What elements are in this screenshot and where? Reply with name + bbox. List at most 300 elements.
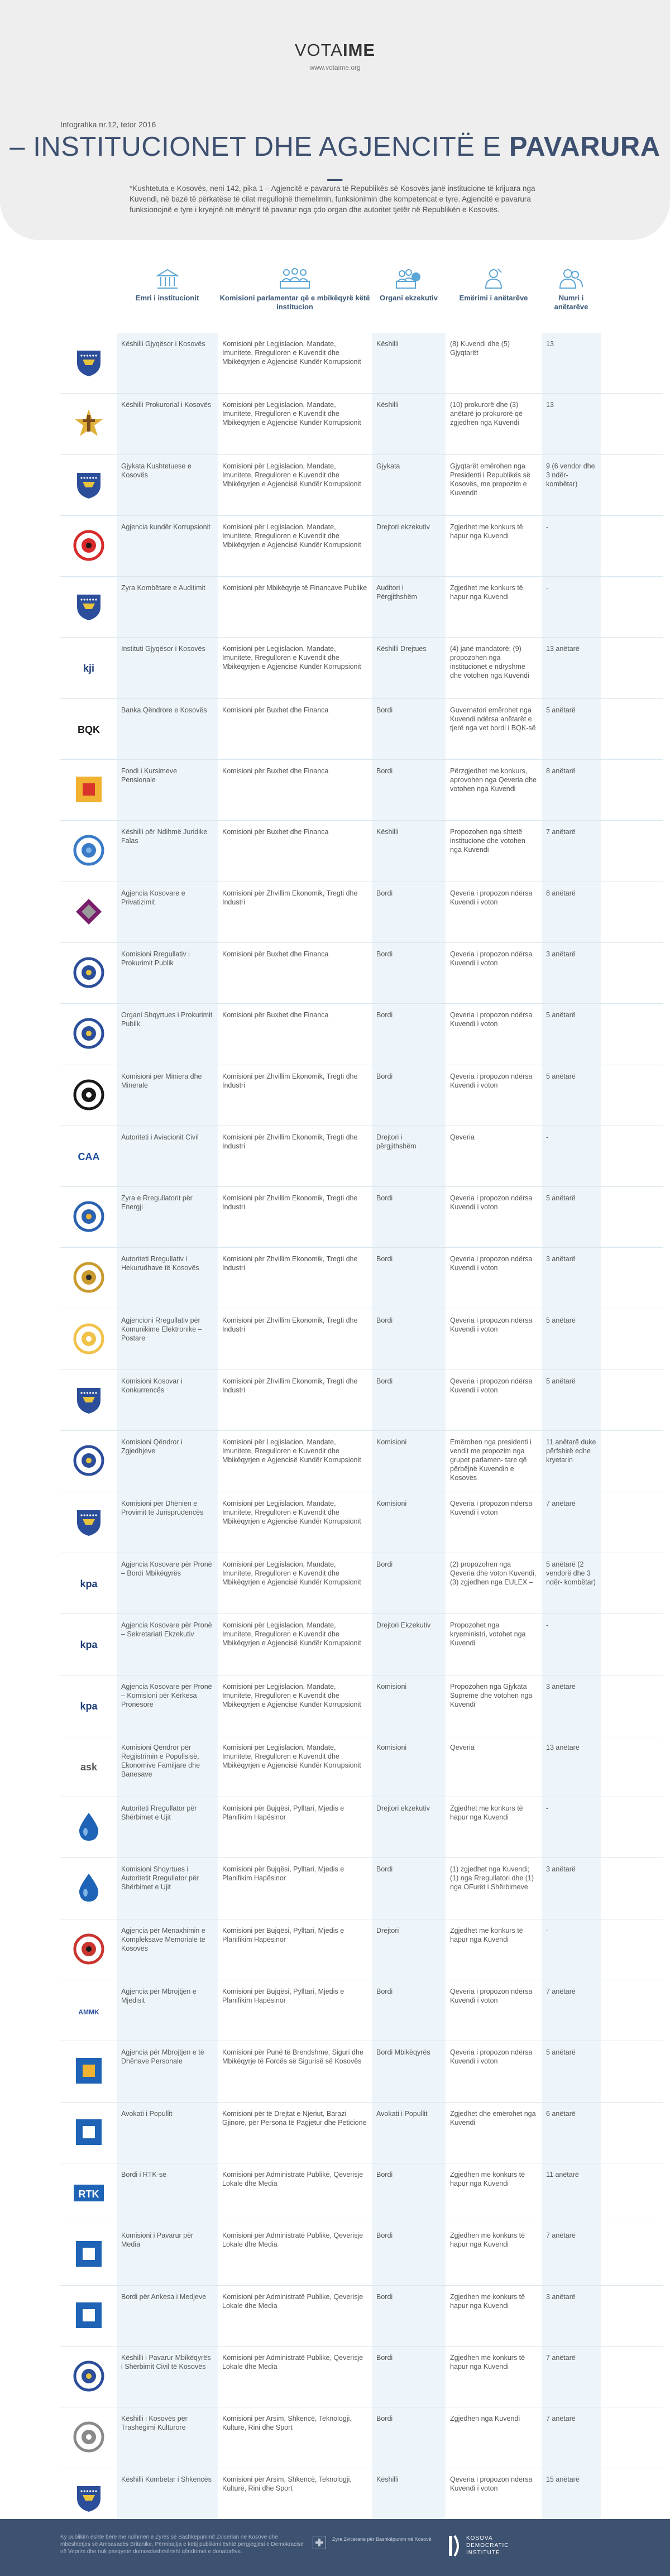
logo-cell bbox=[60, 638, 117, 698]
logo-cell bbox=[60, 2163, 117, 2224]
institution-logo-icon bbox=[73, 773, 105, 806]
institution-name-cell: Këshilli i Kosovës për Trashëgimi Kulturore bbox=[117, 2407, 218, 2468]
member-count-cell: 3 anëtarë bbox=[542, 1858, 601, 1918]
table-row bbox=[60, 1919, 663, 1980]
appointment-cell: Gjyqtarët emërohen nga Presidenti i Republikës së Kosovës, me propozim e Kuvendit bbox=[450, 462, 530, 497]
member-count-cell: 13 bbox=[542, 394, 601, 454]
logo-cell bbox=[60, 1126, 117, 1186]
site-logo[interactable]: VOTAIME bbox=[294, 40, 376, 60]
logo-cell bbox=[60, 1187, 117, 1247]
institution-name-cell: Komisioni i Pavarur për Media bbox=[117, 2224, 218, 2285]
appointment-cell: Qeveria bbox=[450, 1743, 475, 1751]
committee-cell: Komisioni për Arsim, Shkencë, Teknologji, Kulturë, Rini dhe Sport bbox=[222, 2415, 352, 2432]
institution-logo-icon bbox=[73, 712, 105, 745]
committee-cell: Komisioni për Legjislacion, Mandate, Imunitete, Rregulloren e Kuvendit dhe Mbikëqyrjen e Agjencisë Kundër Korrupsionit bbox=[222, 1499, 361, 1525]
table-row bbox=[60, 1248, 663, 1309]
intro-text: *Kushtetuta e Kosovës, neni 142, pika 1 – Agjencitë e pavarura të Republikës së Kosovës janë institucione të krijuara nga Kuvendi, në bazë të përkatëse të cilat rregullojnë themelimin, funksionimin dhe kompetencat e tyre. Agjencitë e pavarura funksionojnë e tyre i kryejnë në mënyrë të pavarur nga çdo organ dhe autoritet tjetër në Republikën e Kosovës. bbox=[130, 184, 535, 214]
institution-logo-icon bbox=[73, 1689, 105, 1721]
institution-name-cell: Këshilli Prokurorial i Kosovës bbox=[117, 394, 218, 454]
executive-cell: Bordi bbox=[372, 1187, 446, 1247]
executive-cell: Drejtori ekzekutiv bbox=[372, 516, 446, 576]
table-row bbox=[60, 1858, 663, 1919]
appointment-cell: Përzgjedhet me konkurs, aprovohen nga Qeveria dhe votohen nga Kuvendi bbox=[450, 767, 537, 793]
logo-cell bbox=[60, 1370, 117, 1430]
member-count-cell: - bbox=[542, 516, 601, 576]
committee-cell: Komisioni për Buxhet dhe Financa bbox=[222, 767, 329, 775]
table-row bbox=[60, 943, 663, 1004]
committee-cell: Komisioni për Bujqësi, Pylltari, Mjedis e Planifikim Hapësinor bbox=[222, 1926, 344, 1943]
committee-cell: Komisioni për Mbikëqyrje të Financave Publike bbox=[222, 584, 367, 592]
institution-logo-icon bbox=[73, 1444, 105, 1477]
institution-name-cell: Agjencia Kosovare për Pronë – Bordi Mbikëqyrës bbox=[117, 1553, 218, 1613]
member-count-cell: - bbox=[542, 1797, 601, 1857]
logo-cell bbox=[60, 1004, 117, 1064]
table-row bbox=[60, 760, 663, 821]
member-count-cell: 3 anëtarë bbox=[542, 1248, 601, 1308]
member-count-cell: 13 anëtarë bbox=[542, 1736, 601, 1797]
member-count-cell: 5 anëtarë bbox=[542, 1370, 601, 1430]
member-count-cell: 5 anëtarë bbox=[542, 699, 601, 759]
executive-cell: Bordi bbox=[372, 2163, 446, 2224]
institution-name-cell: Autoriteti Rregullativ i Hekurudhave të Kosovës bbox=[117, 1248, 218, 1308]
institution-logo-icon bbox=[73, 651, 105, 683]
appointment-cell: Qeveria i propozon ndërsa Kuvendi i voton bbox=[450, 1255, 533, 1272]
appointment-cell: Qeveria i propozon ndërsa Kuvendi i voton bbox=[450, 1011, 533, 1028]
appointment-cell: Zgjedhet me konkurs të hapur nga Kuvendi bbox=[450, 1804, 523, 1822]
table-row bbox=[60, 577, 663, 638]
committee-cell: Komisioni për Legjislacion, Mandate, Imunitete, Rregulloren e Kuvendit dhe Mbikëqyrjen e Agjencisë Kundër Korrupsionit bbox=[222, 1682, 361, 1708]
appointment-cell: Qeveria i propozon ndërsa Kuvendi i voton bbox=[450, 1988, 533, 2005]
institution-logo-icon bbox=[73, 2360, 105, 2392]
executive-cell: Bordi bbox=[372, 1370, 446, 1430]
appointment-cell: Zgjedhet me konkurs të hapur nga Kuvendi bbox=[450, 584, 523, 601]
institution-name-cell: Bordi i RTK-së bbox=[117, 2163, 218, 2224]
table-row bbox=[60, 638, 663, 698]
committee-cell: Komisioni për Buxhet dhe Financa bbox=[222, 1011, 329, 1019]
appointment-cell: Zgjedhet me konkurs të hapur nga Kuvendi bbox=[450, 523, 523, 540]
member-count-cell: - bbox=[542, 577, 601, 637]
footer-note: Ky publikim është bërë me ndihmën e Zyrës së Bashkëpunimit Zvicerian në Kosovë dhe mbështetjes së Ambasadës Britanike. Përmbajtja e këtij publikimi është përgjegjësi e Demokracisë në Veprim dhe nuk pasqyron domosdoshmërisht qëndrimet e donatorëve. bbox=[60, 2534, 304, 2555]
committee-cell: Komisioni për Bujqësi, Pylltari, Mjedis e Planifikim Hapësinor bbox=[222, 1804, 344, 1822]
committee-cell: Komisioni për Buxhet dhe Financa bbox=[222, 706, 329, 714]
executive-cell: Bordi bbox=[372, 1980, 446, 2041]
committee-cell: Komisioni për Administratë Publike, Qeverisje Lokale dhe Media bbox=[222, 2353, 363, 2371]
logo-cell bbox=[60, 1919, 117, 1980]
table-row bbox=[60, 2286, 663, 2347]
executive-cell: Auditori i Përgjithshëm bbox=[372, 577, 446, 637]
logo-cell bbox=[60, 455, 117, 515]
institution-logo-icon bbox=[73, 1261, 105, 1294]
institution-name-cell: Agjencia Kosovare për Pronë – Komisioni për Kërkesa Pronësore bbox=[117, 1675, 218, 1736]
table-row bbox=[60, 1004, 663, 1065]
table-row bbox=[60, 1492, 663, 1553]
executive-cell: Bordi Mbikëqyrës bbox=[372, 2041, 446, 2101]
logo-cell bbox=[60, 943, 117, 1003]
committee-cell: Komisioni për Legjislacion, Mandate, Imunitete, Rregulloren e Kuvendit dhe Mbikëqyrjen e Agjencisë Kundër Korrupsionit bbox=[222, 1438, 361, 1464]
appointment-cell: Propozohen nga shtetë institucione dhe votohen nga Kuvendi bbox=[450, 828, 525, 854]
executive-cell: Bordi bbox=[372, 1309, 446, 1370]
appointment-cell: Qeveria i propozon ndërsa Kuvendi i voton bbox=[450, 1377, 533, 1395]
institution-logo-icon bbox=[73, 2482, 105, 2514]
logo-cell bbox=[60, 760, 117, 820]
committee-cell: Komisioni për Legjislacion, Mandate, Imunitete, Rregulloren e Kuvendit dhe Mbikëqyrjen e Agjencisë Kundër Korrupsionit bbox=[222, 1560, 361, 1586]
institution-name-cell: Komisioni Kosovar i Konkurrencës bbox=[117, 1370, 218, 1430]
member-count-cell: 3 anëtarë bbox=[542, 2286, 601, 2346]
institution-name-cell: Këshilli për Ndihmë Juridike Falas bbox=[117, 821, 218, 881]
table-row bbox=[60, 699, 663, 760]
table-row bbox=[60, 821, 663, 882]
table-row bbox=[60, 455, 663, 516]
committee-cell: Komisioni për Zhvillim Ekonomik, Tregti dhe Industri bbox=[222, 1255, 358, 1272]
member-count-cell: - bbox=[542, 1614, 601, 1674]
table-row bbox=[60, 2103, 663, 2163]
institution-logo-icon bbox=[73, 590, 105, 623]
logo-cell bbox=[60, 1248, 117, 1308]
logo-cell bbox=[60, 2407, 117, 2468]
logo-cell bbox=[60, 2041, 117, 2101]
table-row bbox=[60, 2347, 663, 2407]
executive-cell: Avokati i Popullit bbox=[372, 2103, 446, 2163]
executive-cell: Bordi bbox=[372, 943, 446, 1003]
member-count-cell: 5 anëtarë bbox=[542, 1187, 601, 1247]
institution-name-cell: Autoriteti Rregullator për Shërbimet e Ujit bbox=[117, 1797, 218, 1857]
infographic-number: Infografika nr.12, tetor 2016 bbox=[60, 120, 156, 129]
logo-cell bbox=[60, 1736, 117, 1797]
institution-name-cell: Avokati i Popullit bbox=[117, 2103, 218, 2163]
table-row bbox=[60, 1126, 663, 1187]
executive-cell: Këshilli bbox=[372, 821, 446, 881]
institution-name-cell: Këshilli Gjyqësor i Kosovës bbox=[117, 333, 218, 393]
executive-cell: Komisioni bbox=[372, 1675, 446, 1736]
institution-logo-icon bbox=[73, 2055, 105, 2087]
appointment-cell: (8) Kuvendi dhe (5) Gjyqtarët bbox=[450, 340, 510, 357]
member-count-cell: 5 anëtarë bbox=[542, 1065, 601, 1126]
institution-name-cell: Gjykata Kushtetuese e Kosovës bbox=[117, 455, 218, 515]
table-row bbox=[60, 1736, 663, 1797]
institutions-table bbox=[60, 333, 663, 2530]
institution-logo-icon bbox=[73, 2116, 105, 2148]
table-row bbox=[60, 1980, 663, 2041]
institution-name-cell: Agjencia Kosovare e Privatizimit bbox=[117, 882, 218, 942]
institution-logo-icon bbox=[73, 834, 105, 866]
institution-name-cell: Zyra Kombëtare e Auditimit bbox=[117, 577, 218, 637]
executive-cell: Komisioni bbox=[372, 1431, 446, 1491]
institution-name-cell: Komisioni Rregullativ i Prokurimit Publik bbox=[117, 943, 218, 1003]
logo-cell bbox=[60, 1675, 117, 1736]
executive-cell: Bordi bbox=[372, 2286, 446, 2346]
member-count-cell: 3 anëtarë bbox=[542, 1675, 601, 1736]
institution-logo-icon bbox=[73, 1627, 105, 1660]
logo-cell bbox=[60, 577, 117, 637]
appointment-icon bbox=[481, 267, 506, 291]
appointment-cell: Propozohen nga Gjykata Supreme dhe votohen nga Kuvendi bbox=[450, 1682, 533, 1708]
logo-cell bbox=[60, 1980, 117, 2041]
appointment-cell: (1) zgjedhet nga Kuvendi; (1) nga Rregullatori dhe (1) nga OFurët i Shërbimeve bbox=[450, 1865, 534, 1892]
institution-logo-icon bbox=[73, 1994, 105, 2026]
executive-cell: Bordi bbox=[372, 1248, 446, 1308]
svg-text:kpa: kpa bbox=[80, 1700, 98, 1712]
executive-cell: Bordi bbox=[372, 882, 446, 942]
executive-cell: Këshilli bbox=[372, 394, 446, 454]
logo-cell bbox=[60, 2224, 117, 2285]
logo-cell bbox=[60, 1614, 117, 1674]
table-row bbox=[60, 1065, 663, 1126]
institution-name-cell: Bordi për Ankesa i Medjeve bbox=[117, 2286, 218, 2346]
column-header-committee: Komisioni parlamentar që e mbikëqyrë këtë institucion bbox=[218, 267, 372, 327]
appointment-cell: (2) propozohen nga Qeveria dhe voton Kuvendi, (3) zgjedhen nga EULEX – bbox=[450, 1560, 537, 1586]
institution-name-cell: Agjencia kundër Korrupsionit bbox=[117, 516, 218, 576]
member-count-cell: 8 anëtarë bbox=[542, 760, 601, 820]
member-count-cell: 6 anëtarë bbox=[542, 2103, 601, 2163]
committee-cell: Komisioni për Zhvillim Ekonomik, Tregti dhe Industri bbox=[222, 1072, 358, 1089]
footer-partner-swiss: Zyra Zvicerane për Bashkëpunim në Kosovë bbox=[332, 2536, 432, 2542]
table-row bbox=[60, 2163, 663, 2224]
institution-logo-icon bbox=[73, 1200, 105, 1233]
institution-name-cell: Banka Qëndrore e Kosovës bbox=[117, 699, 218, 759]
member-count-cell: 11 anëtarë bbox=[542, 2163, 601, 2224]
institution-logo-icon bbox=[73, 1017, 105, 1050]
member-count-cell: 5 anëtarë bbox=[542, 1309, 601, 1370]
member-count-cell: 5 anëtarë bbox=[542, 1004, 601, 1064]
logo-cell bbox=[60, 821, 117, 881]
member-count-cell: 7 anëtarë bbox=[542, 821, 601, 881]
executive-cell: Bordi bbox=[372, 760, 446, 820]
institution-name-cell: Instituti Gjyqësor i Kosovës bbox=[117, 638, 218, 698]
svg-text:ask: ask bbox=[80, 1761, 98, 1773]
appointment-cell: (4) janë mandatorë; (9) propozohen nga institucionet e ndryshme dhe votohen nga Kuvendi bbox=[450, 645, 529, 680]
logo-cell bbox=[60, 1431, 117, 1491]
committee-cell: Komisioni për Bujqësi, Pylltari, Mjedis e Planifikim Hapësinor bbox=[222, 1988, 344, 2005]
member-count-cell: 5 anëtarë bbox=[542, 2041, 601, 2101]
svg-text:AMMK: AMMK bbox=[78, 2008, 99, 2017]
member-count-cell: 7 anëtarë bbox=[542, 2407, 601, 2468]
institution-name-cell: Agjencia për Menaxhimin e Kompleksave Memoriale të Kosovës bbox=[117, 1919, 218, 1980]
committee-cell: Komisioni për Legjislacion, Mandate, Imunitete, Rregulloren e Kuvendit dhe Mbikëqyrjen e Agjencisë Kundër Korrupsionit bbox=[222, 401, 361, 427]
table-row bbox=[60, 1797, 663, 1858]
institution-logo-icon bbox=[73, 2177, 105, 2209]
column-header-members: Numri i anëtarëve bbox=[542, 267, 601, 327]
committee-cell: Komisioni për Legjislacion, Mandate, Imunitete, Rregulloren e Kuvendit dhe Mbikëqyrjen e Agjencisë Kundër Korrupsionit bbox=[222, 1743, 361, 1769]
logo-cell bbox=[60, 1492, 117, 1553]
member-count-cell: 15 anëtarë bbox=[542, 2468, 601, 2529]
table-row bbox=[60, 2041, 663, 2102]
member-count-cell: 8 anëtarë bbox=[542, 882, 601, 942]
institution-name-cell: Autoriteti i Aviacionit Civil bbox=[117, 1126, 218, 1186]
appointment-cell: Zgjedhen me konkurs të hapur nga Kuvendi bbox=[450, 2170, 525, 2187]
table-row bbox=[60, 394, 663, 454]
institution-name-cell: Organi Shqyrtues i Prokurimit Publik bbox=[117, 1004, 218, 1064]
table-row bbox=[60, 2407, 663, 2468]
appointment-cell: Propozohet nga kryeministri, votohet nga Kuvendi bbox=[450, 1621, 526, 1648]
institution-name-cell: Komisioni Shqyrtues i Autoritetit Rregullator për Shërbimet e Ujit bbox=[117, 1858, 218, 1918]
table-row bbox=[60, 1675, 663, 1736]
executive-cell: Drejtori bbox=[372, 1919, 446, 1980]
executive-cell: Drejtori Ekzekutiv bbox=[372, 1614, 446, 1674]
institution-name-cell: Këshilli Kombëtar i Shkencës bbox=[117, 2468, 218, 2529]
institution-logo-icon bbox=[73, 2421, 105, 2453]
executive-cell: Bordi bbox=[372, 2407, 446, 2468]
institution-name-cell: Komisioni Qëndror për Regjistrimin e Popullsisë, Ekonomive Familjare dhe Banesave bbox=[117, 1736, 218, 1797]
committee-cell: Komisioni për Punë të Brendshme, Siguri dhe Mbikëqyrje të Forcës së Sigurisë së Kosovës bbox=[222, 2048, 363, 2066]
appointment-cell: Zgjedhen nga Kuvendi bbox=[450, 2415, 520, 2423]
member-count-cell: - bbox=[542, 1126, 601, 1186]
committee-cell: Komisioni për Legjislacion, Mandate, Imunitete, Rregulloren e Kuvendit dhe Mbikëqyrjen e Agjencisë Kundër Korrupsionit bbox=[222, 1621, 361, 1648]
logo-cell bbox=[60, 394, 117, 454]
institution-icon bbox=[155, 267, 180, 291]
institution-name-cell: Komisioni për Dhënien e Provimit të Jurisprudencës bbox=[117, 1492, 218, 1553]
executive-cell: Gjykata bbox=[372, 455, 446, 515]
logo-cell bbox=[60, 2347, 117, 2407]
executive-cell: Bordi bbox=[372, 1858, 446, 1918]
institution-logo-icon bbox=[73, 1811, 105, 1843]
footer-partner-kdi: KOSOVA DEMOCRATIC INSTITUTE bbox=[466, 2535, 509, 2556]
table-row bbox=[60, 1553, 663, 1614]
member-count-cell: 9 (6 vendor dhe 3 ndër- kombëtar) bbox=[542, 455, 601, 515]
committee-cell: Komisioni për Administratë Publike, Qeverisje Lokale dhe Media bbox=[222, 2232, 363, 2249]
member-count-cell: 7 anëtarë bbox=[542, 1492, 601, 1553]
appointment-cell: Guvernatori emërohet nga Kuvendi ndërsa anëtarët e tjerë nga vet bordi i BQK-së bbox=[450, 706, 536, 732]
logo-cell bbox=[60, 1065, 117, 1126]
appointment-cell: Zgjedhen me konkurs të hapur nga Kuvendi bbox=[450, 2232, 525, 2249]
institution-name-cell: Agjencia për Mbrojtjen e Mjedisit bbox=[117, 1980, 218, 2041]
executive-cell: Bordi bbox=[372, 2347, 446, 2407]
appointment-cell: Qeveria i propozon ndërsa Kuvendi i voton bbox=[450, 2048, 533, 2066]
institution-logo-icon bbox=[73, 896, 105, 928]
executive-icon bbox=[395, 267, 423, 291]
committee-cell: Komisioni për Zhvillim Ekonomik, Tregti dhe Industri bbox=[222, 1194, 358, 1212]
committee-cell: Komisioni për Zhvillim Ekonomik, Tregti dhe Industri bbox=[222, 1316, 358, 1333]
institution-logo-icon bbox=[73, 1871, 105, 1904]
member-count-cell: 13 anëtarë bbox=[542, 638, 601, 698]
logo-cell bbox=[60, 1309, 117, 1370]
appointment-cell: Zgjedhen me konkurs të hapur nga Kuvendi bbox=[450, 2292, 525, 2310]
member-count-cell: 7 anëtarë bbox=[542, 2224, 601, 2285]
committee-cell: Komisioni për Zhvillim Ekonomik, Tregti dhe Industri bbox=[222, 1133, 358, 1150]
svg-text:kpa: kpa bbox=[80, 1639, 98, 1651]
logo-cell bbox=[60, 1797, 117, 1857]
appointment-cell: Qeveria i propozon ndërsa Kuvendi i voton bbox=[450, 950, 533, 967]
appointment-cell: Zgjedhen me konkurs të hapur nga Kuvendi bbox=[450, 2353, 525, 2371]
logo-cell bbox=[60, 882, 117, 942]
svg-text:CAA: CAA bbox=[78, 1151, 100, 1162]
committee-cell: Komisioni për Administratë Publike, Qeverisje Lokale dhe Media bbox=[222, 2170, 363, 2187]
appointment-cell: Qeveria i propozon ndërsa Kuvendi i voton bbox=[450, 1072, 533, 1089]
executive-cell: Bordi bbox=[372, 1004, 446, 1064]
institution-logo-icon bbox=[73, 407, 105, 439]
table-row bbox=[60, 516, 663, 577]
institution-logo-icon bbox=[73, 468, 105, 501]
committee-cell: Komisioni për Administratë Publike, Qeverisje Lokale dhe Media bbox=[222, 2292, 363, 2310]
member-count-cell: - bbox=[542, 1919, 601, 1980]
logo-cell bbox=[60, 2103, 117, 2163]
executive-cell: Këshilli bbox=[372, 2468, 446, 2529]
committee-cell: Komisioni për Legjislacion, Mandate, Imunitete, Rregulloren e Kuvendit dhe Mbikëqyrjen e Agjencisë Kundër Korrupsionit bbox=[222, 645, 361, 671]
institution-logo-icon bbox=[73, 1933, 105, 1965]
committee-cell: Komisioni për Legjislacion, Mandate, Imunitete, Rregulloren e Kuvendit dhe Mbikëqyrjen e Agjencisë Kundër Korrupsionit bbox=[222, 462, 361, 488]
member-count-cell: 11 anëtarë duke përfshirë edhe kryetarin bbox=[542, 1431, 601, 1491]
executive-cell: Këshilli bbox=[372, 333, 446, 393]
committee-cell: Komisioni për Legjislacion, Mandate, Imunitete, Rregulloren e Kuvendit dhe Mbikëqyrjen e Agjencisë Kundër Korrupsionit bbox=[222, 340, 361, 366]
executive-cell: Bordi bbox=[372, 2224, 446, 2285]
institution-logo-icon bbox=[73, 2238, 105, 2270]
table-row bbox=[60, 1614, 663, 1675]
committee-cell: Komisioni për Zhvillim Ekonomik, Tregti dhe Industri bbox=[222, 889, 358, 906]
institution-logo-icon bbox=[73, 1750, 105, 1782]
site-url[interactable]: www.votaime.org bbox=[309, 64, 361, 71]
logo-cell bbox=[60, 516, 117, 576]
appointment-cell: Emërohen nga presidenti i vendit me propozim nga grupet parlamen- tare që përbëjnë Kuvendin e Kosovës bbox=[450, 1438, 532, 1482]
executive-cell: Drejtori i përgjithshëm bbox=[372, 1126, 446, 1186]
column-header-appointment: Emërimi i anëtarëve bbox=[446, 267, 542, 327]
committee-cell: Komisioni për Legjislacion, Mandate, Imunitete, Rregulloren e Kuvendit dhe Mbikëqyrjen e Agjencisë Kundër Korrupsionit bbox=[222, 523, 361, 549]
institution-logo-icon bbox=[73, 2299, 105, 2331]
institution-name-cell: Zyra e Rregullatorit për Energji bbox=[117, 1187, 218, 1247]
institution-name-cell: Këshilli i Pavarur Mbikëqyrës i Shërbimit Civil të Kosovës bbox=[117, 2347, 218, 2407]
committee-cell: Komisioni për Arsim, Shkencë, Teknologji, Kulturë, Rini dhe Sport bbox=[222, 2476, 352, 2493]
swiss-cross-icon bbox=[313, 2536, 326, 2549]
appointment-cell: Zgjedhet dhe emërohet nga Kuvendi bbox=[450, 2109, 536, 2127]
institution-name-cell: Agjencioni Rregullativ për Komunikime Elektronike – Postare bbox=[117, 1309, 218, 1370]
svg-text:RTK: RTK bbox=[78, 2188, 99, 2200]
svg-text:kpa: kpa bbox=[80, 1578, 98, 1589]
appointment-cell: Qeveria i propozon ndërsa Kuvendi i voton bbox=[450, 2476, 533, 2493]
institution-name-cell: Agjencia Kosovare për Pronë – Sekretariati Ekzekutiv bbox=[117, 1614, 218, 1674]
column-header-executive: Organi ekzekutiv bbox=[372, 267, 446, 327]
institution-logo-icon bbox=[73, 346, 105, 379]
logo-cell bbox=[60, 699, 117, 759]
members-icon bbox=[558, 267, 585, 291]
kdi-logo-icon bbox=[447, 2534, 461, 2558]
executive-cell: Drejtori ekzekutiv bbox=[372, 1797, 446, 1857]
svg-text:kji: kji bbox=[83, 663, 95, 674]
committee-cell: Komisioni për të Drejtat e Njeriut, Barazi Gjinore, për Persona të Pagjetur dhe Peticione bbox=[222, 2109, 367, 2127]
committee-icon bbox=[278, 267, 312, 291]
member-count-cell: 5 anëtarë (2 vendorë dhe 3 ndër- kombëtar) bbox=[542, 1553, 601, 1613]
footer bbox=[0, 2519, 670, 2576]
appointment-cell: Qeveria i propozon ndërsa Kuvendi i voton bbox=[450, 1316, 533, 1333]
institution-name-cell: Komisioni për Miniera dhe Minerale bbox=[117, 1065, 218, 1126]
institution-logo-icon bbox=[73, 1323, 105, 1355]
table-row bbox=[60, 1309, 663, 1370]
column-header-name: Emri i institucionit bbox=[117, 267, 218, 327]
committee-cell: Komisioni për Zhvillim Ekonomik, Tregti dhe Industri bbox=[222, 1377, 358, 1395]
committee-cell: Komisioni për Bujqësi, Pylltari, Mjedis e Planifikim Hapësinor bbox=[222, 1865, 344, 1883]
member-count-cell: 13 bbox=[542, 333, 601, 393]
institution-name-cell: Agjencia për Mbrojtjen e të Dhënave Personale bbox=[117, 2041, 218, 2101]
institution-logo-icon bbox=[73, 1567, 105, 1599]
appointment-cell: Qeveria i propozon ndërsa Kuvendi i voton bbox=[450, 1499, 533, 1516]
executive-cell: Komisioni bbox=[372, 1736, 446, 1797]
member-count-cell: 3 anëtarë bbox=[542, 943, 601, 1003]
appointment-cell: (10) prokurorë dhe (3) anëtarë jo prokurorë që zgjedhen nga Kuvendi bbox=[450, 401, 523, 427]
appointment-cell: Qeveria bbox=[450, 1133, 475, 1141]
executive-cell: Bordi bbox=[372, 1065, 446, 1126]
appointment-cell: Zgjedhet me konkurs të hapur nga Kuvendi bbox=[450, 1926, 523, 1943]
logo-cell bbox=[60, 2286, 117, 2346]
table-row bbox=[60, 333, 663, 394]
table-row bbox=[60, 882, 663, 943]
member-count-cell: 7 anëtarë bbox=[542, 1980, 601, 2041]
institution-logo-icon bbox=[73, 1506, 105, 1538]
logo-cell bbox=[60, 1553, 117, 1613]
table-row bbox=[60, 1431, 663, 1492]
institution-logo-icon bbox=[73, 529, 105, 562]
page-title: – INSTITUCIONET DHE AGJENCITË E PAVARURA – bbox=[9, 132, 661, 193]
executive-cell: Bordi bbox=[372, 1553, 446, 1613]
table-row bbox=[60, 2224, 663, 2285]
institution-logo-icon bbox=[73, 1079, 105, 1111]
executive-cell: Bordi bbox=[372, 699, 446, 759]
